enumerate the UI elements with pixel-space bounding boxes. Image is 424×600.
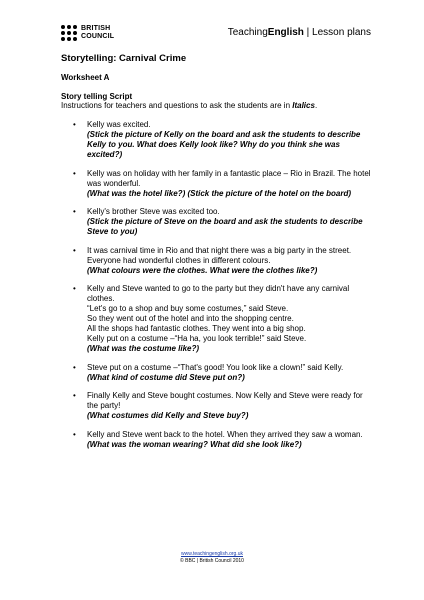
worksheet-label: Worksheet A — [61, 73, 110, 82]
logo-dots-icon — [61, 25, 77, 41]
story-text: • Kelly's brother Steve was excited too. — [87, 207, 220, 216]
logo-line-2: COUNCIL — [81, 33, 115, 40]
brand-bold: English — [267, 27, 304, 38]
instructions-emphasis: Italics — [292, 101, 315, 110]
section-heading: Story telling Script — [61, 92, 133, 101]
story-text: • Kelly and Steve wanted to go to the party but they didn't have any carnival clothes. — [87, 284, 350, 303]
story-item — [73, 207, 373, 237]
story-item — [73, 169, 373, 199]
british-council-logo — [61, 25, 114, 41]
logo-text — [81, 25, 114, 41]
story-list — [73, 120, 373, 458]
site-brand — [228, 27, 371, 38]
teacher-question: (Stick the picture of Steve on the board and ask the students to describe Steve to you) — [87, 217, 363, 236]
teacher-question: (What was the hotel like?) (Stick the picture of the hotel on the board) — [87, 188, 352, 198]
teacher-question: (What kind of costume did Steve put on?) — [87, 372, 245, 382]
story-text: • Steve put on a costume –“That's good! You look like a clown!” said Kelly. — [87, 362, 344, 372]
section-label: | Lesson plans — [303, 27, 371, 38]
story-text: All the shops had fantastic clothes. They went into a big shop. — [87, 324, 306, 333]
instructions — [61, 101, 317, 110]
footer-link[interactable]: www.teachingenglish.org.uk — [181, 551, 243, 557]
story-item — [73, 120, 373, 160]
story-text: “Let's go to a shop and buy some costumes,” said Steve. — [87, 304, 289, 313]
instructions-end: . — [314, 101, 318, 110]
story-text: • Kelly and Steve went back to the hotel. When they arrived they saw a woman. — [87, 429, 363, 439]
story-text: • Kelly was excited. — [87, 120, 151, 129]
story-item — [73, 284, 373, 354]
brand-regular: Teaching — [227, 27, 268, 38]
story-text: • It was carnival time in Rio and that night there was a big party in the street. Everyone had wonderful clothes in different colours. — [87, 245, 352, 265]
story-text: • Kelly was on holiday with her family in a fantastic place – Rio in Brazil. The hotel was wonderful. — [87, 168, 371, 188]
teacher-question: (What was the woman wearing? What did she look like?) — [87, 439, 302, 449]
teacher-question: (What colours were the clothes. What were the clothes like?) — [87, 265, 318, 275]
story-item — [73, 246, 373, 276]
story-text: So they went out of the hotel and into the shopping centre. — [87, 314, 294, 323]
teacher-question: (Stick the picture of Kelly on the board and ask the students to describe Kelly to you. What does Kelly look like? Why do you think she was excited?) — [87, 130, 361, 159]
story-text: Kelly put on a costume –“Ha ha, you look terrible!” said Steve. — [87, 334, 307, 343]
page-footer — [0, 551, 424, 565]
footer-copyright: © BBC | British Council 2010 — [180, 558, 244, 564]
story-text: • Finally Kelly and Steve bought costumes. Now Kelly and Steve were ready for the party! — [87, 391, 363, 410]
story-item — [73, 430, 373, 450]
story-item — [73, 391, 373, 421]
page-title: Storytelling: Carnival Crime — [61, 53, 187, 64]
instructions-text: Instructions for teachers and questions to ask the students are in — [61, 101, 293, 110]
logo-line-1: BRITISH — [81, 25, 111, 32]
story-item — [73, 363, 373, 383]
page-header — [61, 25, 371, 45]
teacher-question: (What was the costume like?) — [87, 344, 200, 353]
teacher-question: (What costumes did Kelly and Steve buy?) — [87, 411, 249, 420]
